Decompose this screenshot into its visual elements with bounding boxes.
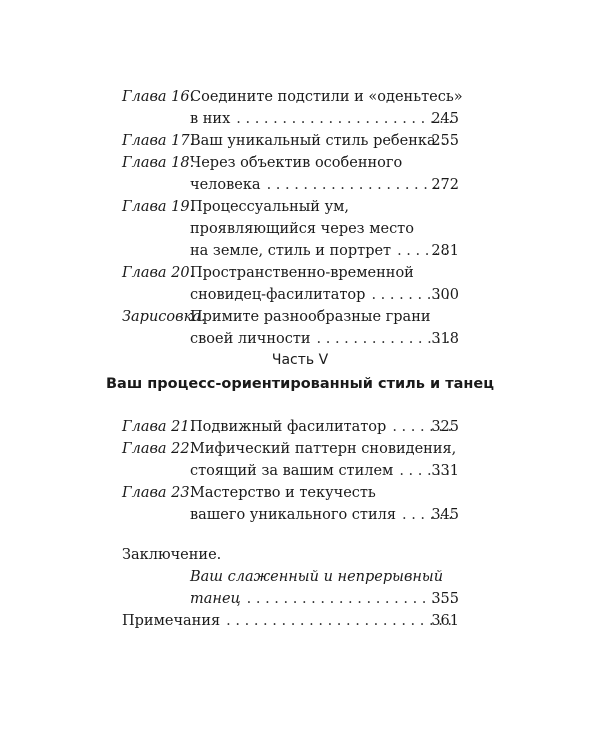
chapter-title-last: на земле, стиль и портрет (190, 243, 392, 259)
toc-entry-20[interactable] (0, 262, 600, 284)
leader-line (190, 284, 459, 306)
part-number: Часть V (271, 352, 329, 368)
toc-entry-18[interactable] (0, 152, 600, 174)
toc-entry-19-line2[interactable] (0, 218, 600, 240)
chapter-title-last: своей личности (190, 331, 311, 347)
page-number: 318 (431, 331, 459, 347)
chapter-title-last: Ваш уникальный стиль ребенка (190, 133, 436, 149)
page-number: 281 (431, 243, 459, 259)
page-number: 361 (431, 613, 459, 629)
notes-label: Примечания (122, 613, 221, 629)
chapter-label: Глава 18. (122, 155, 195, 171)
page-number: 345 (431, 507, 459, 523)
toc-entry-sketch[interactable] (0, 306, 600, 328)
toc-entry-sketch-cont[interactable] (0, 328, 600, 350)
chapter-title-last: сновидец-фасилитатор (190, 287, 366, 303)
toc-conclusion-line1[interactable] (0, 566, 600, 588)
chapter-title-line: Мифический паттерн сновидения, (190, 441, 457, 457)
toc-entry-22-cont[interactable] (0, 460, 600, 482)
toc-entry-23[interactable] (0, 482, 600, 504)
toc-conclusion-cont[interactable] (0, 588, 600, 610)
leader-line (190, 416, 459, 438)
chapter-title-last: в них (190, 111, 231, 127)
leader-line (190, 108, 459, 130)
chapter-title-line: Пространственно-временной (190, 265, 414, 281)
page-number: 325 (431, 419, 459, 435)
leader-line (122, 610, 459, 632)
toc-entry-16[interactable] (0, 86, 600, 108)
chapter-label: Глава 21. (122, 419, 195, 435)
conclusion-title-line: Ваш слаженный и непрерывный (190, 569, 444, 585)
chapter-title-last: человека (190, 177, 261, 193)
dot-leader (247, 588, 453, 610)
chapter-label: Глава 16. (122, 89, 195, 105)
dot-leader (267, 174, 453, 196)
chapter-label: Глава 22. (122, 441, 195, 457)
page-number: 331 (431, 463, 459, 479)
chapter-label: Глава 20. (122, 265, 195, 281)
toc-notes[interactable] (0, 610, 600, 632)
page-number: 245 (431, 111, 459, 127)
page-number: 300 (431, 287, 459, 303)
chapter-title-last: вашего уникального стиля (190, 507, 396, 523)
toc-entry-19-cont[interactable] (0, 240, 600, 262)
toc-conclusion[interactable] (0, 544, 600, 566)
leader-line (190, 504, 459, 526)
chapter-title-line: Мастерство и текучесть (190, 485, 376, 501)
chapter-label: Глава 19. (122, 199, 195, 215)
chapter-title-line: Примите разнообразные грани (190, 309, 431, 325)
chapter-label: Глава 23. (122, 485, 195, 501)
dot-leader (236, 108, 453, 130)
chapter-title-last: Подвижный фасилитатор (190, 419, 387, 435)
chapter-title-line: Процессуальный ум, (190, 199, 349, 215)
chapter-title-last: стоящий за вашим стилем (190, 463, 394, 479)
toc-entry-20-cont[interactable] (0, 284, 600, 306)
toc-entry-23-cont[interactable] (0, 504, 600, 526)
chapter-label: Зарисовка. (122, 309, 206, 325)
chapter-label: Глава 17. (122, 133, 195, 149)
chapter-title-line: проявляющийся через место (190, 221, 414, 237)
page-number: 255 (431, 133, 459, 149)
chapter-title-line: Соедините подстили и «оденьтесь» (190, 89, 463, 105)
conclusion-title-last: танец (190, 591, 241, 607)
conclusion-label: Заключение. (122, 547, 222, 563)
toc-entry-19[interactable] (0, 196, 600, 218)
leader-line (190, 174, 459, 196)
leader-line (190, 240, 459, 262)
leader-line (190, 328, 459, 350)
page-number: 272 (431, 177, 459, 193)
dot-leader (226, 610, 453, 632)
part-title: Ваш процесс-ориентированный стиль и танец (105, 376, 494, 392)
toc-entry-21[interactable] (0, 416, 600, 438)
page-number: 355 (431, 591, 459, 607)
toc-entry-17[interactable] (0, 130, 600, 152)
leader-line (190, 130, 459, 152)
toc-entry-22[interactable] (0, 438, 600, 460)
leader-line (190, 460, 459, 482)
chapter-title-line: Через объектив особенного (190, 155, 403, 171)
toc-entry-18-cont[interactable] (0, 174, 600, 196)
toc-entry-16-cont[interactable] (0, 108, 600, 130)
leader-line (190, 588, 459, 610)
